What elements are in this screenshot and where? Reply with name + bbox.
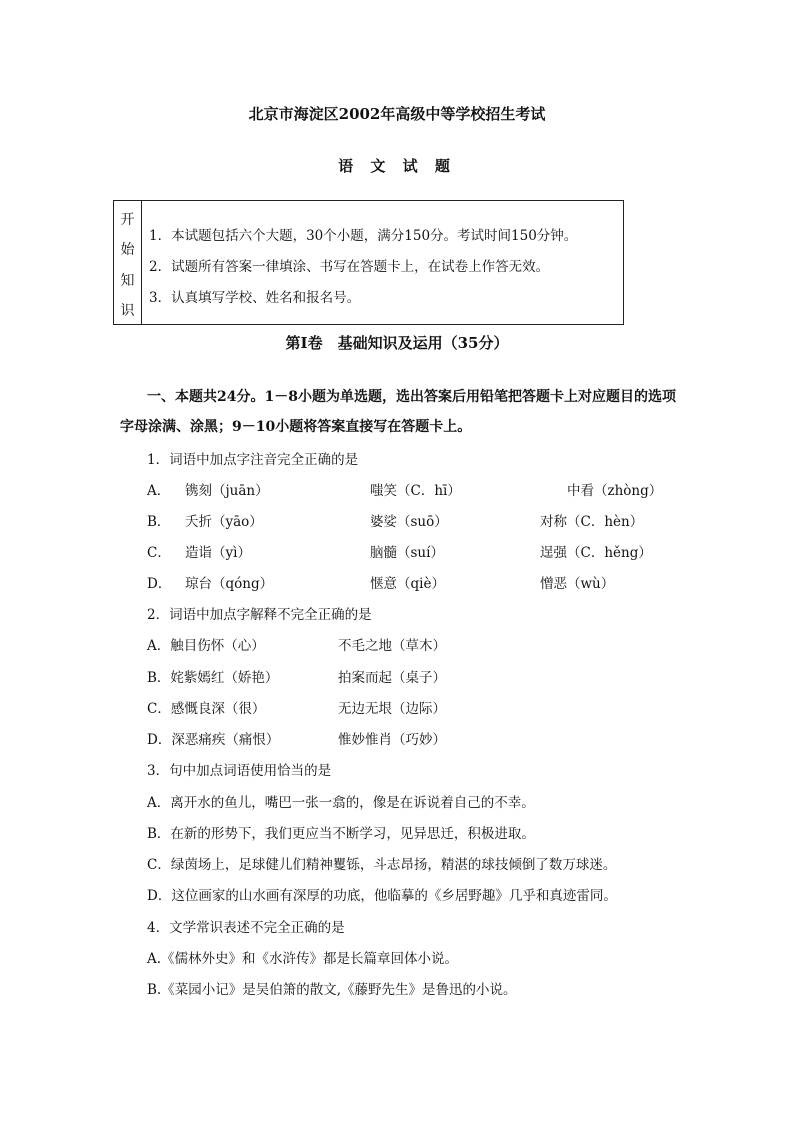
notice-item: 2．试题所有答案一律填涂、书写在答题卡上，在试卷上作答无效。 [149,259,550,275]
option-item: 对称（C．hèn） [540,514,644,530]
option-item: 拍案而起（桌子） [338,670,446,686]
question-stem: 1．词语中加点字注音完全正确的是 [147,452,359,468]
option-item: A．离开水的鱼儿，嘴巴一张一翕的，像是在诉说着自己的不幸。 [147,795,535,811]
option-item: 夭折（yāo） [185,514,263,530]
notice-item: 1．本试题包括六个大题，30个小题，满分150分。考试时间150分钟。 [149,228,578,244]
option-item: 中看（zhòng） [567,483,663,499]
option-item: C．绿茵场上，足球健儿们精神矍铄，斗志昂扬，精湛的球技倾倒了数万球迷。 [147,857,617,873]
question-stem: 3．句中加点词语使用恰当的是 [147,763,332,779]
option-item: 嗤笑（C．hī） [370,483,461,499]
option-item: 惬意（qiè） [370,576,445,592]
option-item: 脑髓（suí） [370,545,444,561]
option-item: 婆娑（suō） [370,514,448,530]
section-title: 第Ⅰ卷 基础知识及运用（35分） [285,334,509,352]
option-item: 惟妙惟肖（巧妙） [338,732,446,748]
side-char: 开 [120,212,135,228]
option-item: C．感慨良深（很） [147,701,266,717]
notice-item: 3．认真填写学校、姓名和报名号。 [149,290,361,306]
question-stem: 2．词语中加点字解释不完全正确的是 [147,607,372,623]
option-item: A．触目伤怀（心） [147,638,265,654]
option-item: 憎恶（wù） [540,576,615,592]
option-item: D．这位画家的山水画有深厚的功底，他临摹的《乡居野趣》几乎和真迹雷同。 [147,888,617,904]
option-item: B．在新的形势下，我们更应当不断学习，见异思迁，积极进取。 [147,826,535,842]
side-char: 知 [120,273,135,289]
section-instruction: 一、本题共24分。1－8小题为单选题，选出答案后用铅笔把答题卡上对应题目的选项 [147,389,676,405]
exam-subtitle: 语 文 试 题 [338,157,456,175]
notice-side-label [114,201,142,324]
option-label: B． [147,514,171,530]
option-item: 琼台（qóng） [185,576,274,592]
option-item: 镌刻（juān） [185,483,269,499]
exam-title: 北京市海淀区2002年高级中等学校招生考试 [248,105,546,123]
option-item: B.《菜园小记》是吴伯箫的散文,《藤野先生》是鲁迅的小说。 [147,982,517,998]
option-item: A.《儒林外史》和《水浒传》都是长篇章回体小说。 [147,951,459,967]
option-label: D． [147,576,172,592]
section-instruction: 字母涂满、涂黑；9－10小题将答案直接写在答题卡上。 [120,419,472,435]
option-label: A． [147,483,171,499]
option-item: D．深恶痛疾（痛恨） [147,732,280,748]
option-item: 无边无垠（边际） [338,701,446,717]
option-item: 造诣（yì） [185,545,251,561]
notice-box [113,200,624,325]
option-label: C． [147,545,171,561]
option-item: 不毛之地（草木） [338,638,446,654]
question-stem: 4．文学常识表述不完全正确的是 [147,920,345,936]
side-char: 识 [120,303,135,319]
side-char: 始 [120,242,135,258]
option-item: B．姹紫嫣红（娇艳） [147,670,279,686]
option-item: 逞强（C．hěng） [540,545,652,561]
